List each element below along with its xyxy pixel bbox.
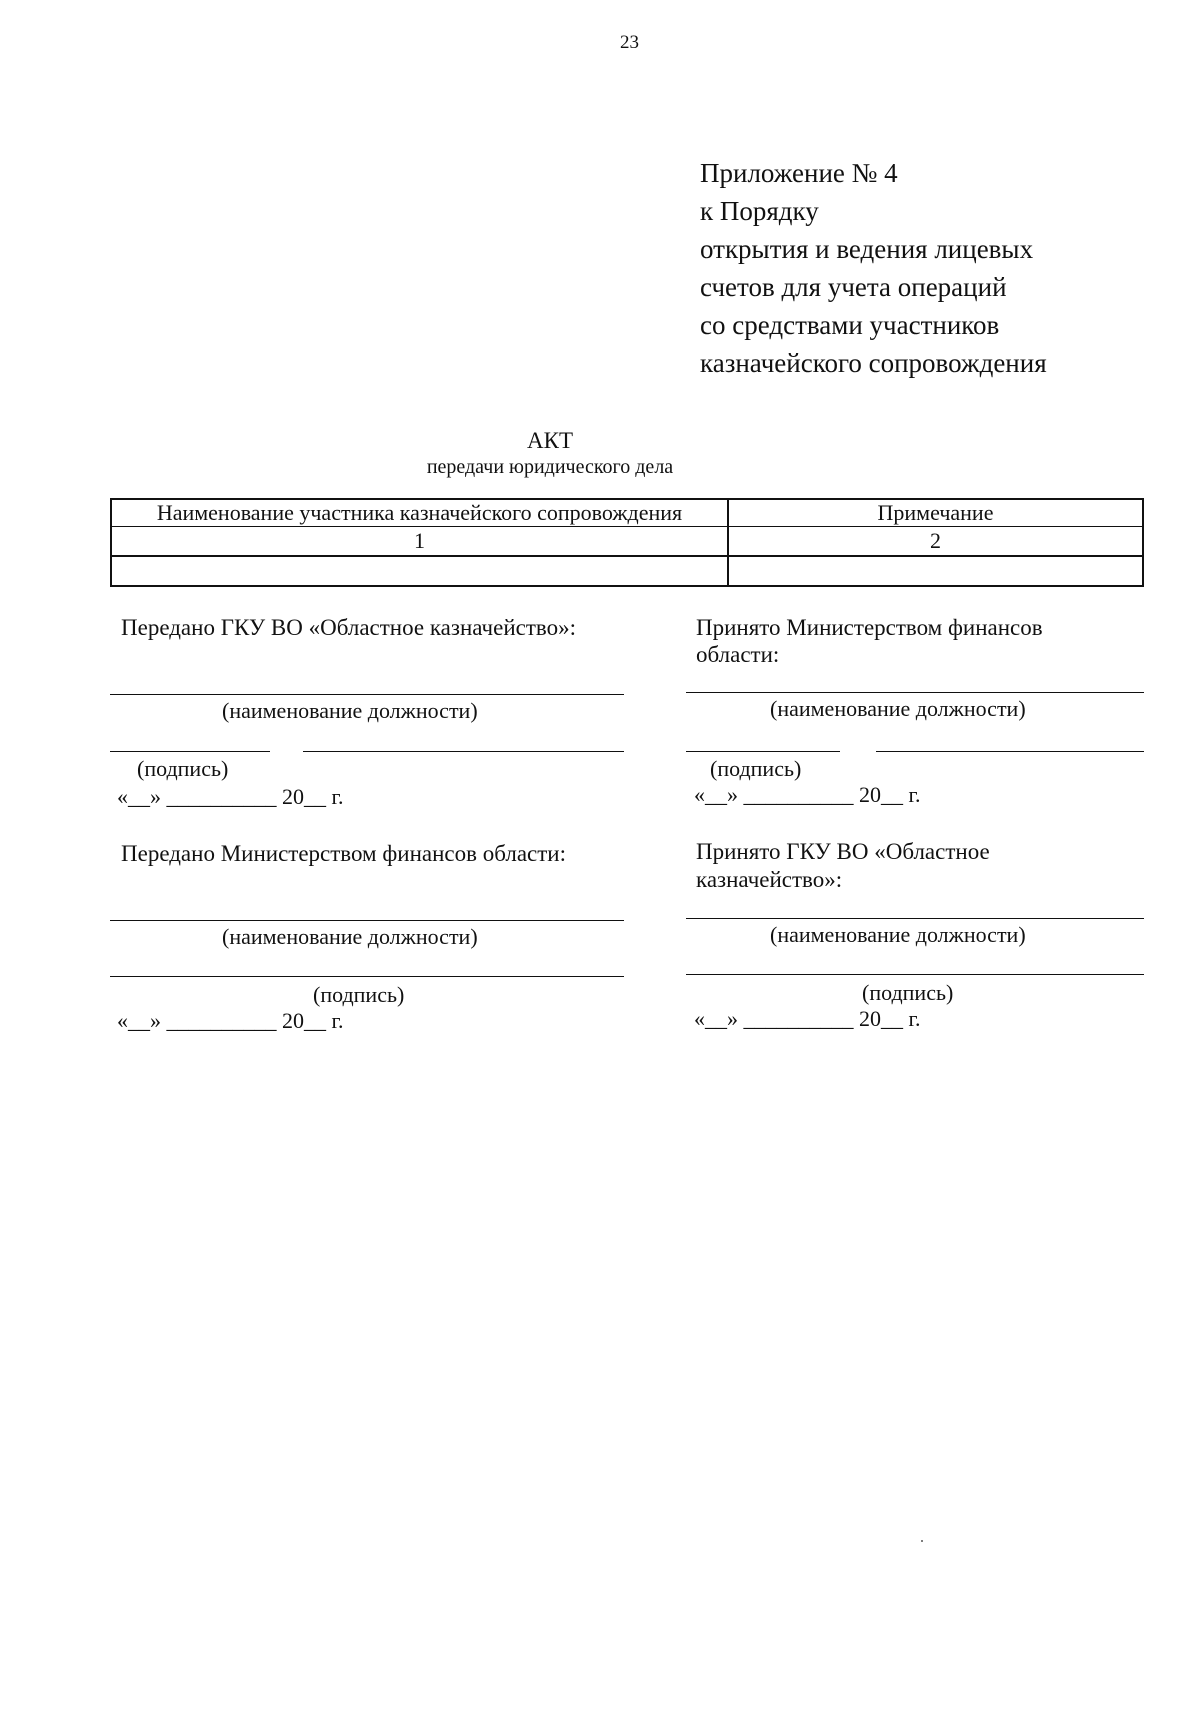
column-header-participant: Наименование участника казначейского сопровождения (111, 499, 728, 527)
date-line: «__» __________ 20__ г. (694, 782, 921, 807)
position-caption: (наименование должности) (770, 696, 1026, 721)
appendix-line: со средствами участников (700, 310, 1000, 340)
accepted-by-treasury-label-line2: казначейство»: (696, 867, 843, 892)
signature-line (110, 751, 270, 752)
table-header-row (111, 499, 1143, 527)
appendix-line: казначейского сопровождения (700, 348, 1047, 378)
accepted-by-ministry-label-line2: области: (696, 642, 780, 667)
position-caption: (наименование должности) (222, 698, 478, 723)
appendix-line: счетов для учета операций (700, 272, 1007, 302)
accepted-by-treasury-label-line1: Принято ГКУ ВО «Областное (696, 839, 990, 864)
appendix-line: к Порядку (700, 196, 819, 226)
scan-speck (921, 1540, 923, 1542)
column-header-note: Примечание (728, 499, 1143, 527)
signature-caption: (подпись) (137, 756, 229, 781)
table-cell-note (728, 556, 1143, 586)
date-line: «__» __________ 20__ г. (117, 1008, 344, 1033)
signature-caption: (подпись) (313, 982, 405, 1007)
transferred-by-ministry-label: Передано Министерством финансов области: (121, 841, 566, 866)
appendix-header (700, 154, 1047, 382)
name-line (303, 751, 624, 752)
date-line: «__» __________ 20__ г. (117, 784, 344, 809)
position-line (686, 692, 1144, 693)
position-line (686, 918, 1144, 919)
position-caption: (наименование должности) (222, 924, 478, 949)
appendix-line: открытия и ведения лицевых (700, 234, 1034, 264)
position-line (110, 694, 624, 695)
page-number: 23 (620, 32, 639, 53)
signature-caption: (подпись) (710, 756, 802, 781)
transferred-by-treasury-label: Передано ГКУ ВО «Областное казначейство»: (121, 615, 576, 640)
signature-line (686, 751, 840, 752)
column-number-2: 2 (728, 527, 1143, 557)
table-number-row (111, 527, 1143, 557)
transfer-table (110, 498, 1144, 587)
table-row (111, 556, 1143, 586)
accepted-by-ministry-label-line1: Принято Министерством финансов (696, 615, 1043, 640)
name-line (876, 751, 1144, 752)
signature-caption: (подпись) (862, 980, 954, 1005)
signature-line (686, 974, 1144, 975)
date-line: «__» __________ 20__ г. (694, 1006, 921, 1031)
act-subtitle: передачи юридического дела (426, 456, 674, 478)
act-title: АКТ (527, 428, 573, 453)
column-number-1: 1 (111, 527, 728, 557)
table-cell-participant (111, 556, 728, 586)
position-line (110, 920, 624, 921)
position-caption: (наименование должности) (770, 922, 1026, 947)
signature-line (110, 976, 624, 977)
appendix-line: Приложение № 4 (700, 158, 898, 188)
